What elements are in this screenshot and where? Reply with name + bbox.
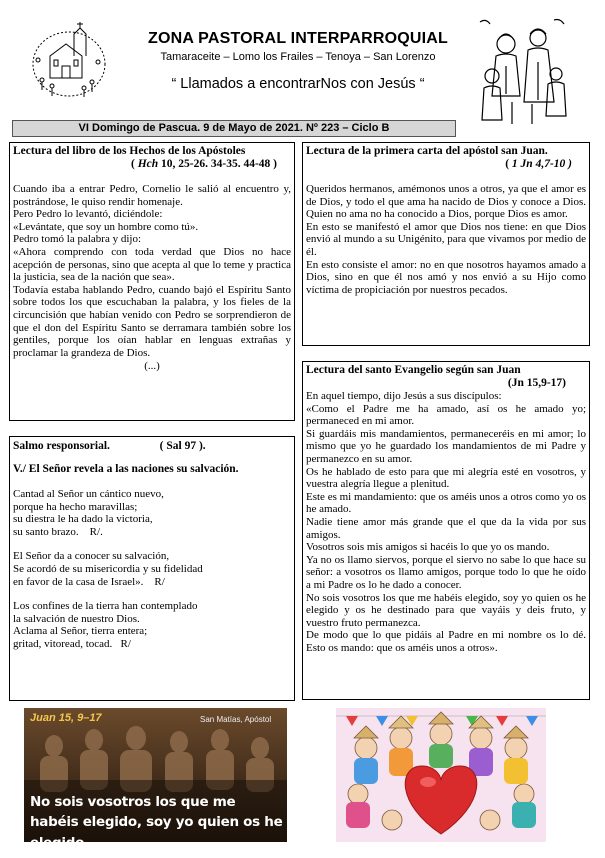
paragraph: Cuando iba a entrar Pedro, Cornelio le salió al encuentro y, postrándose, le quiso rendir homenaje. [13,183,291,208]
first-reading-box [9,142,295,421]
paragraph: No sois vosotros los que me habéis elegido, soy yo quien os he elegido y os he destinado para que vayáis y deis fruto, y vuestro fruto permanezca. [306,591,586,629]
paragraph: En aquel tiempo, dijo Jesús a sus discípulos: [306,390,502,402]
gospel-title: Lectura del santo Evangelio según san Juan [306,364,521,376]
image-gospel-heading: Juan 15, 9–17 [30,712,102,724]
psalm-reference: ( Sal 97 ). [159,440,206,452]
psalm-line: gritad, vitoread, tocad. R/ [13,637,131,650]
first-reading-ellipsis: (...) [144,360,160,373]
header-motto: “ Llamados a encontrarNos con Jesús “ [171,76,425,92]
paragraph: Si guardáis mis mandamientos, permaneceréis en mi amor; lo mismo que yo he guardado los mandamientos de mi Padre y permanezco en su amor. [306,427,586,465]
paragraph: «Levántate, que soy un hombre como tú». [13,220,199,233]
first-reading-book: Hch [137,158,159,170]
paragraph: Pero Pedro lo levantó, diciéndole: [13,208,163,221]
header-subtitle: Tamaraceite – Lomo los Frailes – Tenoya – San Lorenzo [160,51,436,63]
header-title: ZONA PASTORAL INTERPARROQUIAL [147,30,449,47]
first-reading-title: Lectura del libro de los Hechos de los Apóstoles [13,145,246,157]
gospel-box [302,361,590,700]
paragraph: Todavía estaba hablando Pedro, cuando bajó el Espíritu Santo sobre todos los que escuchaban la palabra, y los fieles de la circuncisión que habían venido con Pedro se sorprendieron de que el don del Espíritu Santo se derramara también sobre los gentiles, porque los oían hablar en lenguas extrañas y proclamar la grandeza de Dios. [13,283,291,359]
psalm-line: la salvación de nuestro Dios. [13,612,140,625]
paragraph: Os he hablado de esto para que mi alegría esté en vosotros, y vuestra alegría llegue a plenitud. [306,465,586,491]
psalm-stanza [13,488,291,538]
paragraph: De modo que lo que pidáis al Padre en mi nombre os lo dé. Esto os mando: que os améis unos a otros». [306,629,586,654]
paragraph: «Ahora comprendo con toda verdad que Dios no hace acepción de personas, sino que acepta al que lo teme y practica la justicia, sea de la nación que sea». [13,245,291,284]
psalm-box [9,436,295,701]
psalm-line: Aclama al Señor, tierra entera; [13,625,148,638]
jesus-with-disciples-drawing-icon [476,16,568,128]
image-quote-line-1: No sois vosotros los que me [30,794,236,810]
gospel-text [306,390,586,654]
psalm-line: Los confines de la tierra han contemplado [13,600,198,613]
psalm-line: El Señor da a conocer su salvación, [13,550,170,563]
psalm-title-row [13,440,291,453]
gospel-quote-image [24,708,287,851]
second-reading-reference: ( 1 Jn 4,7-10 ) [505,158,572,170]
image-saint-caption: San Matías, Apóstol [200,715,272,724]
paragraph: «Como el Padre me ha amado, así os he amado yo; permaneced en mi amor. [306,402,586,428]
paragraph: Vosotros sois mis amigos si hacéis lo que yo os mando. [306,541,550,554]
second-reading-box [302,142,590,346]
friends-heart-illustration [336,708,546,842]
parish-logo-church-icon [28,20,110,102]
gospel-reference: (Jn 15,9-17) [507,377,566,389]
paragraph: Este es mi mandamiento: que os améis unos a otros como yo os he amado. [306,490,586,516]
second-reading-text [306,183,586,296]
paragraph: Ya no os llamo siervos, porque el siervo no sabe lo que hace su señor: a vosotros os llamo amigos, porque todo lo que he oído a mi Padre os lo he dado a conocer. [306,553,586,591]
first-reading-text [13,183,291,359]
second-reading-title: Lectura de la primera carta del apóstol san Juan. [306,145,548,157]
paragraph: Nadie tiene amor más grande que el que da la vida por sus amigos. [306,515,586,541]
psalm-line: su santo brazo. R/. [13,525,103,538]
second-reading-book: 1 Jn [511,158,533,170]
paragraph: Queridos hermanos, amémonos unos a otros, ya que el amor es de Dios, y todo el que ama ha nacido de Dios y conoce a Dios. Quien no ama no ha conocido a Dios, porque Dios es amor. [306,183,586,221]
psalm-title: Salmo responsorial. [13,440,110,452]
first-reading-reference: ( Hch 10, 25-26. 34-35. 44-48 ) [131,158,277,170]
psalm-line: su diestra le ha dado la victoria, [13,513,153,526]
psalm-line: Cantad al Señor un cántico nuevo, [13,488,164,500]
psalm-stanza [13,600,291,650]
psalm-response: V./ El Señor revela a las naciones su salvación. [13,463,239,475]
image-quote-line-2: habéis elegido, soy yo quien os he elegido [30,814,283,851]
paragraph: Pedro tomó la palabra y dijo: [13,233,141,246]
issue-date-bar: VI Domingo de Pascua. 9 de Mayo de 2021. Nº 223 – Ciclo B [12,120,456,137]
psalm-line: en favor de la casa de Israel». R/ [13,575,165,588]
psalm-line: Se acordó de su misericordia y su fidelidad [13,562,203,575]
paragraph: En esto se manifestó el amor que Dios nos tiene: en que Dios envió al mundo a su Unigénito, para que vivamos por medio de él. [306,220,586,258]
psalm-line: porque ha hecho maravillas; [13,500,138,513]
paragraph: En esto consiste el amor: no en que nosotros hayamos amado a Dios, sino en que él nos amó y nos envió a su Hijo como víctima de propiciación por nuestros pecados. [306,258,586,296]
psalm-stanza [13,550,291,588]
